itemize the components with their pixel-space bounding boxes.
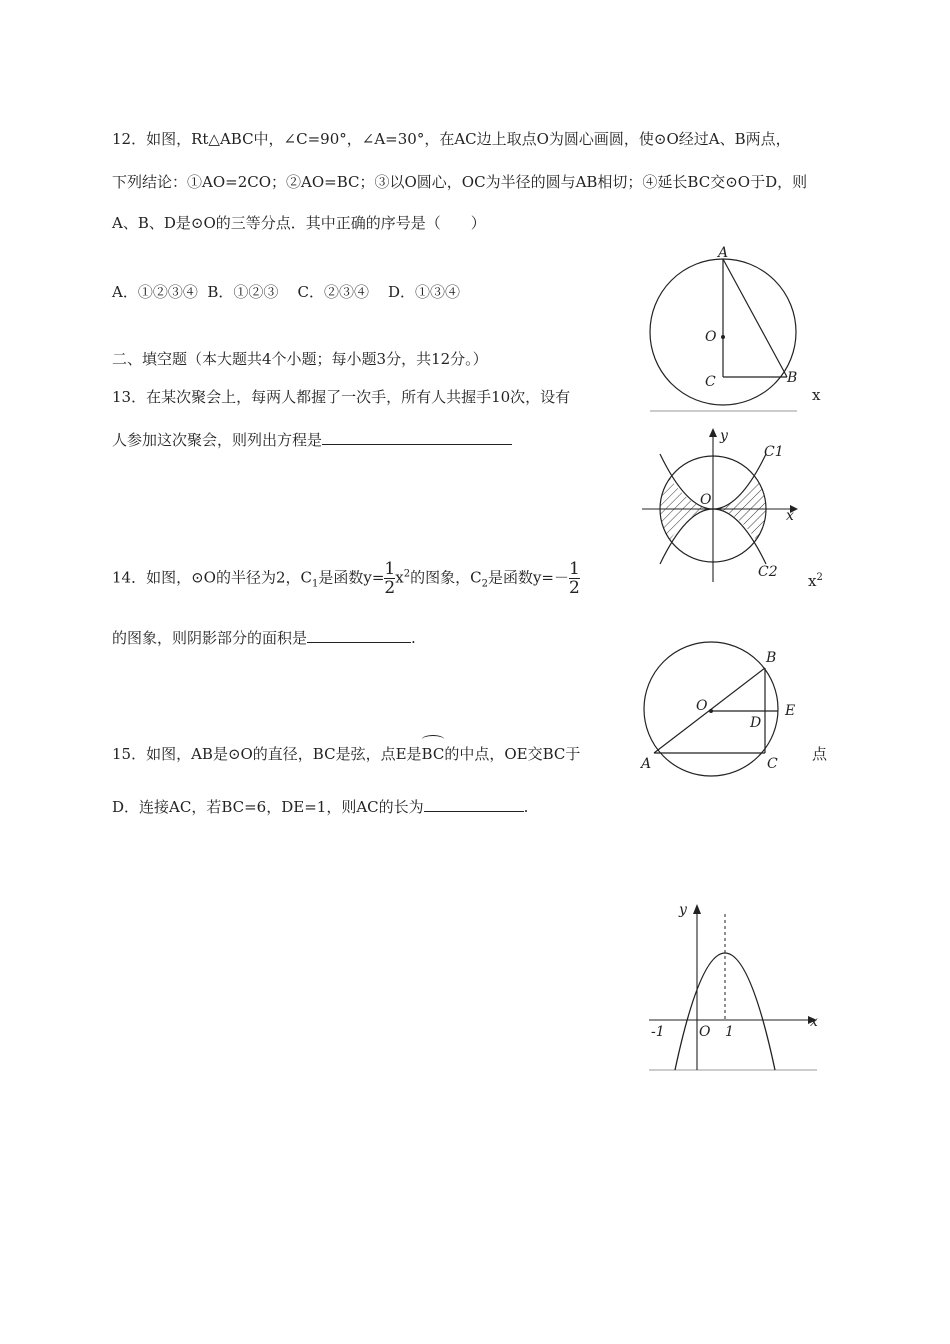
label-c: C: [705, 374, 716, 390]
label-c: C: [767, 756, 778, 772]
label-y: y: [720, 428, 728, 444]
q15-end: .: [523, 798, 529, 816]
figure-q14: [640, 424, 805, 584]
q14-x: x: [395, 568, 404, 587]
q14-exp: 2: [403, 568, 411, 580]
q14-frac2: [569, 560, 580, 597]
frac-num: 1: [384, 559, 396, 579]
center-dot: [721, 335, 725, 339]
q14-mid1: 是函数y=: [318, 568, 385, 587]
q14-frac1: [384, 560, 395, 597]
y-arrow: [709, 428, 717, 437]
label-c2: C2: [758, 564, 778, 580]
q13-text: 人参加这次聚会，则列出方程是: [112, 431, 323, 449]
label-x: x: [810, 1014, 818, 1030]
frac-num: 1: [568, 559, 580, 579]
q12-line1: 12．如图，Rt△ABC中，∠C=90°，∠A=30°，在AC边上取点O为圆心画圆，使⊙O经过A、B两点，: [112, 130, 791, 148]
label-e: E: [785, 703, 796, 719]
arc-mark: [422, 735, 445, 744]
center-dot: [709, 709, 713, 713]
q14-trail: [808, 572, 823, 590]
label-b: B: [787, 370, 798, 386]
q14-line1: [112, 560, 580, 597]
q14-mid2: 的图象，C: [410, 568, 482, 587]
label-a: A: [718, 245, 729, 261]
q14-sub2: 2: [481, 578, 488, 590]
arc-label: BC: [421, 745, 445, 763]
q12-line2: 下列结论：①AO=2CO；②AO=BC；③以O圆心，OC为半径的圆与AB相切；④延长BC交⊙O于D，则: [112, 173, 808, 191]
q15-text: D．连接AC，若BC=6，DE=1，则AC的长为: [112, 798, 424, 816]
q15-line2: [112, 796, 528, 817]
q14-line2: [112, 627, 416, 648]
q14-trail-exp: 2: [816, 572, 823, 583]
label-y: y: [679, 902, 687, 918]
q14-prefix: 14．如图，⊙O的半径为2，C: [112, 568, 312, 587]
q14-mid3: 是函数y=－: [487, 568, 569, 587]
q12-line3: A、B、D是⊙O的三等分点．其中正确的序号是（ ）: [112, 214, 486, 232]
q12-options: A．①②③④ B．①②③ C．②③④ D．①③④: [112, 283, 461, 301]
figure-q12: [645, 244, 805, 416]
label-x: x: [786, 508, 794, 524]
label-o: O: [699, 1024, 711, 1040]
q13-line1: 13．在某次聚会上，每两人都握了一次手，所有人共握手10次，设有: [112, 388, 571, 406]
label-o: O: [696, 698, 708, 714]
q14-end: .: [411, 629, 416, 647]
label-o: O: [705, 329, 717, 345]
q14-sub1: 1: [311, 578, 319, 590]
q15-prefix: 15．如图，AB是⊙O的直径，BC是弦，点E是: [112, 745, 422, 763]
figure-q15: [638, 640, 808, 780]
label-o: O: [700, 492, 712, 508]
label-b: B: [766, 650, 777, 666]
q15-answer-blank[interactable]: [424, 797, 524, 812]
label-1: 1: [725, 1024, 734, 1040]
q15-trail: 点: [812, 745, 828, 763]
segment-ab: [723, 259, 787, 377]
label-a: A: [641, 756, 652, 772]
label-d: D: [750, 715, 762, 731]
label-minus1: -1: [651, 1024, 665, 1040]
q14-answer-blank[interactable]: [307, 628, 411, 643]
figure-parabola: [645, 896, 825, 1074]
q14-text: 的图象，则阴影部分的面积是: [112, 629, 308, 647]
label-c1: C1: [764, 444, 784, 460]
q13-answer-blank[interactable]: [322, 430, 512, 445]
q15-line1: [112, 743, 580, 764]
section-header: 二、填空题（本大题共4个小题；每小题3分，共12分。）: [112, 350, 488, 368]
q14-trail-x: x: [808, 572, 817, 590]
frac-den: 2: [384, 578, 396, 598]
arc-bc: [422, 745, 445, 763]
q15-mid: 的中点，OE交BC于: [444, 745, 581, 763]
y-arrow: [693, 904, 701, 914]
q13-trail: x: [812, 386, 821, 404]
frac-den: 2: [568, 578, 580, 598]
q13-line2: [112, 429, 512, 450]
